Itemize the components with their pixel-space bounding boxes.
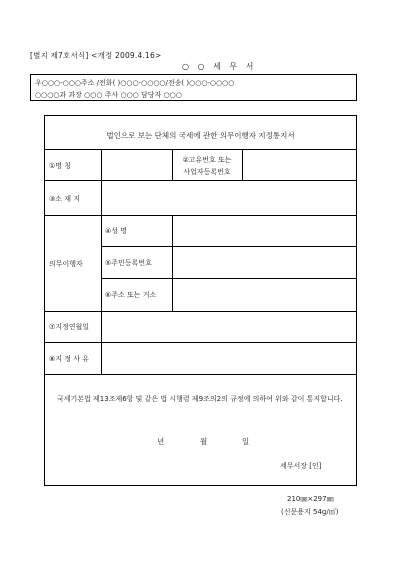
date-day: 일: [242, 437, 250, 446]
notice-form: [44, 115, 357, 486]
person-name-label: ④성 명: [105, 227, 128, 235]
form-reference: [별지 제7호서식] <개정 2009.4.16>: [30, 51, 162, 60]
department-line: ○○○○과 과장 ○○○ 주사 ○○○ 담당자 ○○○: [35, 91, 182, 99]
column-divider: [101, 149, 102, 374]
name-label: ①명 칭: [49, 162, 72, 170]
address-box: [30, 74, 357, 101]
column-divider: [172, 215, 173, 311]
location-label: ③소 재 지: [49, 195, 81, 203]
row-divider: [45, 180, 356, 181]
tax-office-name: ○ ○ 세 무 서: [182, 62, 257, 71]
paper-size: 210㎜×297㎜: [287, 495, 334, 503]
address-line: 우○○○-○○○주소 /전화( )○○○-○○○○/전송( )○○○-○○○○: [35, 79, 235, 87]
row-divider: [45, 215, 356, 216]
notice-body-text: 국세기본법 제13조제6항 및 같은 법 시행령 제9조의2의 규정에 의하여 위와 같이 통지합니다.: [57, 395, 343, 403]
id-number-label: ②고유번호 또는: [182, 156, 232, 164]
address-label: ⑥주소 또는 거소: [105, 291, 157, 299]
date-month: 월: [200, 437, 208, 446]
designation-reason-label: ⑧지 정 사 유: [49, 355, 89, 363]
designation-date-label: ⑦지정연월일: [49, 323, 90, 331]
tax-office-chief-seal: 세무서장 [인]: [280, 462, 322, 470]
column-divider: [242, 149, 243, 180]
row-divider: [45, 342, 356, 343]
row-divider: [45, 311, 356, 312]
row-divider: [45, 374, 356, 375]
form-title: 법인으로 보는 단체의 국세에 관한 의무이행자 지정통지서: [106, 131, 295, 140]
obligor-label: 의무이행자: [49, 260, 83, 268]
resident-number-label: ⑤주민등록번호: [105, 259, 152, 267]
row-divider: [45, 149, 356, 150]
paper-type: (신문용지 54g/㎡): [281, 508, 339, 516]
row-divider: [101, 246, 356, 247]
id-number-label: 사업자등록번호: [183, 168, 231, 176]
date-year: 년: [157, 437, 165, 446]
row-divider: [101, 278, 356, 279]
